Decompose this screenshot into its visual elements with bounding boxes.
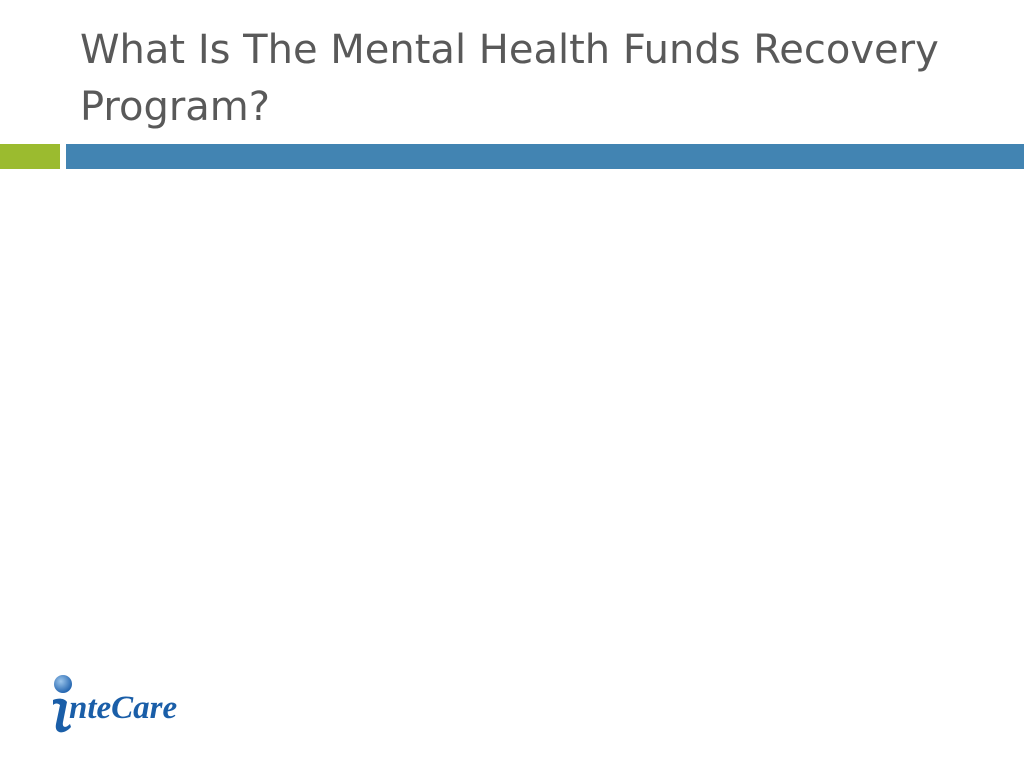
intecare-logo bbox=[50, 672, 210, 736]
accent-bar-green bbox=[0, 144, 60, 169]
logo-wordmark: nteCare bbox=[69, 690, 178, 726]
accent-bar-blue bbox=[66, 144, 1024, 169]
page-title: What Is The Mental Health Funds Recovery Program? bbox=[80, 27, 939, 130]
